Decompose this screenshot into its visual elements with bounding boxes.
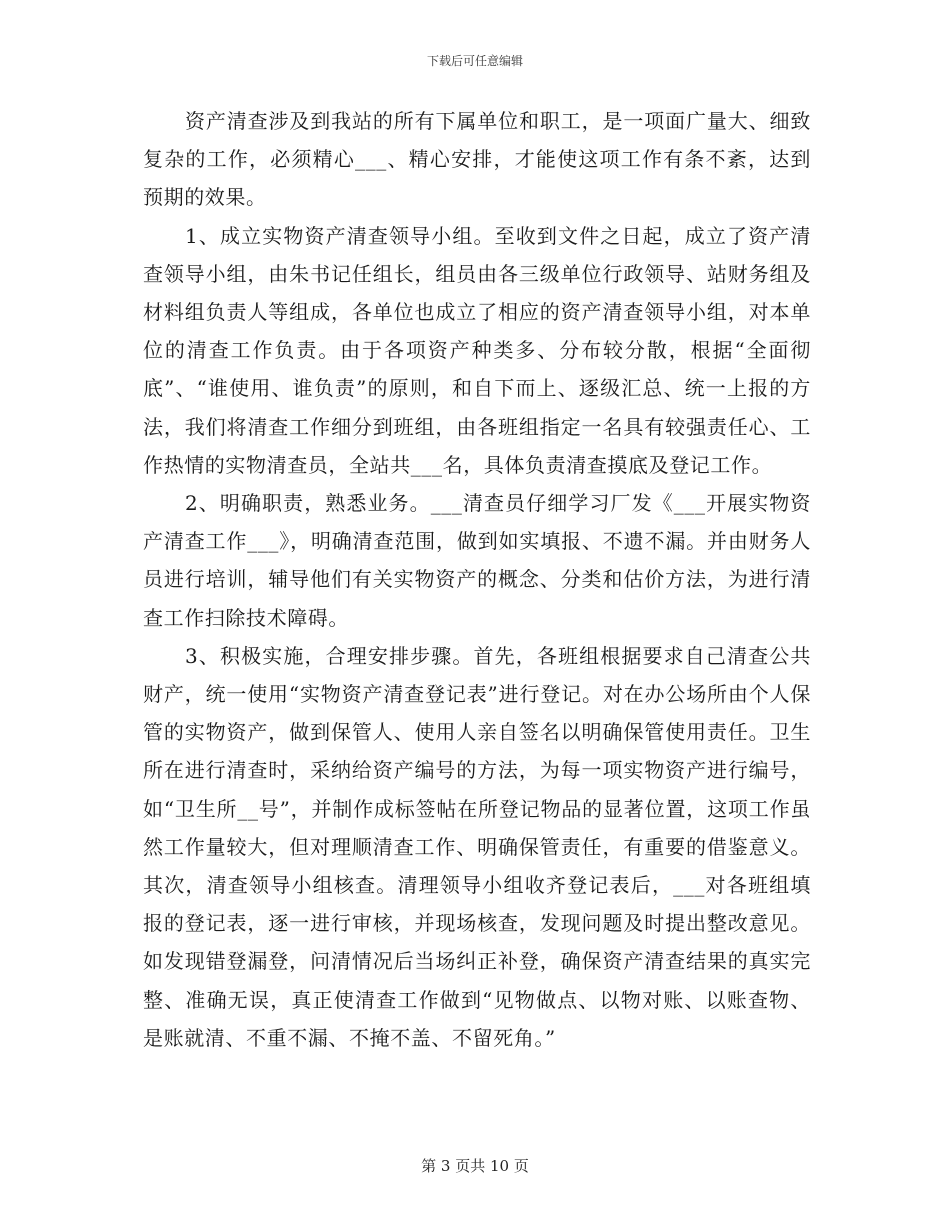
paragraph-section-2: 2、明确职责，熟悉业务。___清查员仔细学习厂发《___开展实物资产清查工作___》，明确清查范围，做到如实填报、不遗不漏。并由财务人员进行培训，辅导他们有关实物资产的概念、分类和估价方法，为进行清查工作扫除技术障碍。 <box>143 491 811 630</box>
paragraph-section-3: 3、积极实施，合理安排步骤。首先，各班组根据要求自己清查公共财产，统一使用“实物资产清查登记表”进行登记。对在办公场所由个人保管的实物资产，做到保管人、使用人亲自签名以明确保管使用责任。卫生所在进行清查时，采纳给资产编号的方法，为每一项实物资产进行编号，如“卫生所__号”，并制作成标签帖在所登记物品的显著位置，这项工作虽然工作量较大，但对理顺清查工作、明确保管责任，有重要的借鉴意义。其次，清查领导小组核查。清理领导小组收齐登记表后，___对各班组填报的登记表，逐一进行审核，并现场核查，发现问题及时提出整改意见。如发现错登漏登，问清情况后当场纠正补登，确保资产清查结果的真实完整、准确无误，真正使清查工作做到“见物做点、以物对账、以账查物、是账就清、不重不漏、不掩不盖、不留死角。” <box>143 643 811 1050</box>
document-body <box>143 102 811 1057</box>
header-note: 下载后可任意编辑 <box>426 54 523 68</box>
paragraph-intro: 资产清查涉及到我站的所有下属单位和职工，是一项面广量大、细致复杂的工作，必须精心___、精心安排，才能使这项工作有条不紊，达到预期的效果。 <box>143 109 811 210</box>
paragraph-section-1: 1、成立实物资产清查领导小组。至收到文件之日起，成立了资产清查领导小组，由朱书记任组长，组员由各三级单位行政领导、站财务组及材料组负责人等组成，各单位也成立了相应的资产清查领导小组，对本单位的清查工作负责。由于各项资产种类多、分布较分散，根据“全面彻底”、“谁使用、谁负责”的原则，和自下而上、逐级汇总、统一上报的方法，我们将清查工作细分到班组，由各班组指定一名具有较强责任心、工作热情的实物清查员，全站共___名，具体负责清查摸底及登记工作。 <box>143 223 811 477</box>
page-number: 第 3 页共 10 页 <box>421 1157 529 1175</box>
